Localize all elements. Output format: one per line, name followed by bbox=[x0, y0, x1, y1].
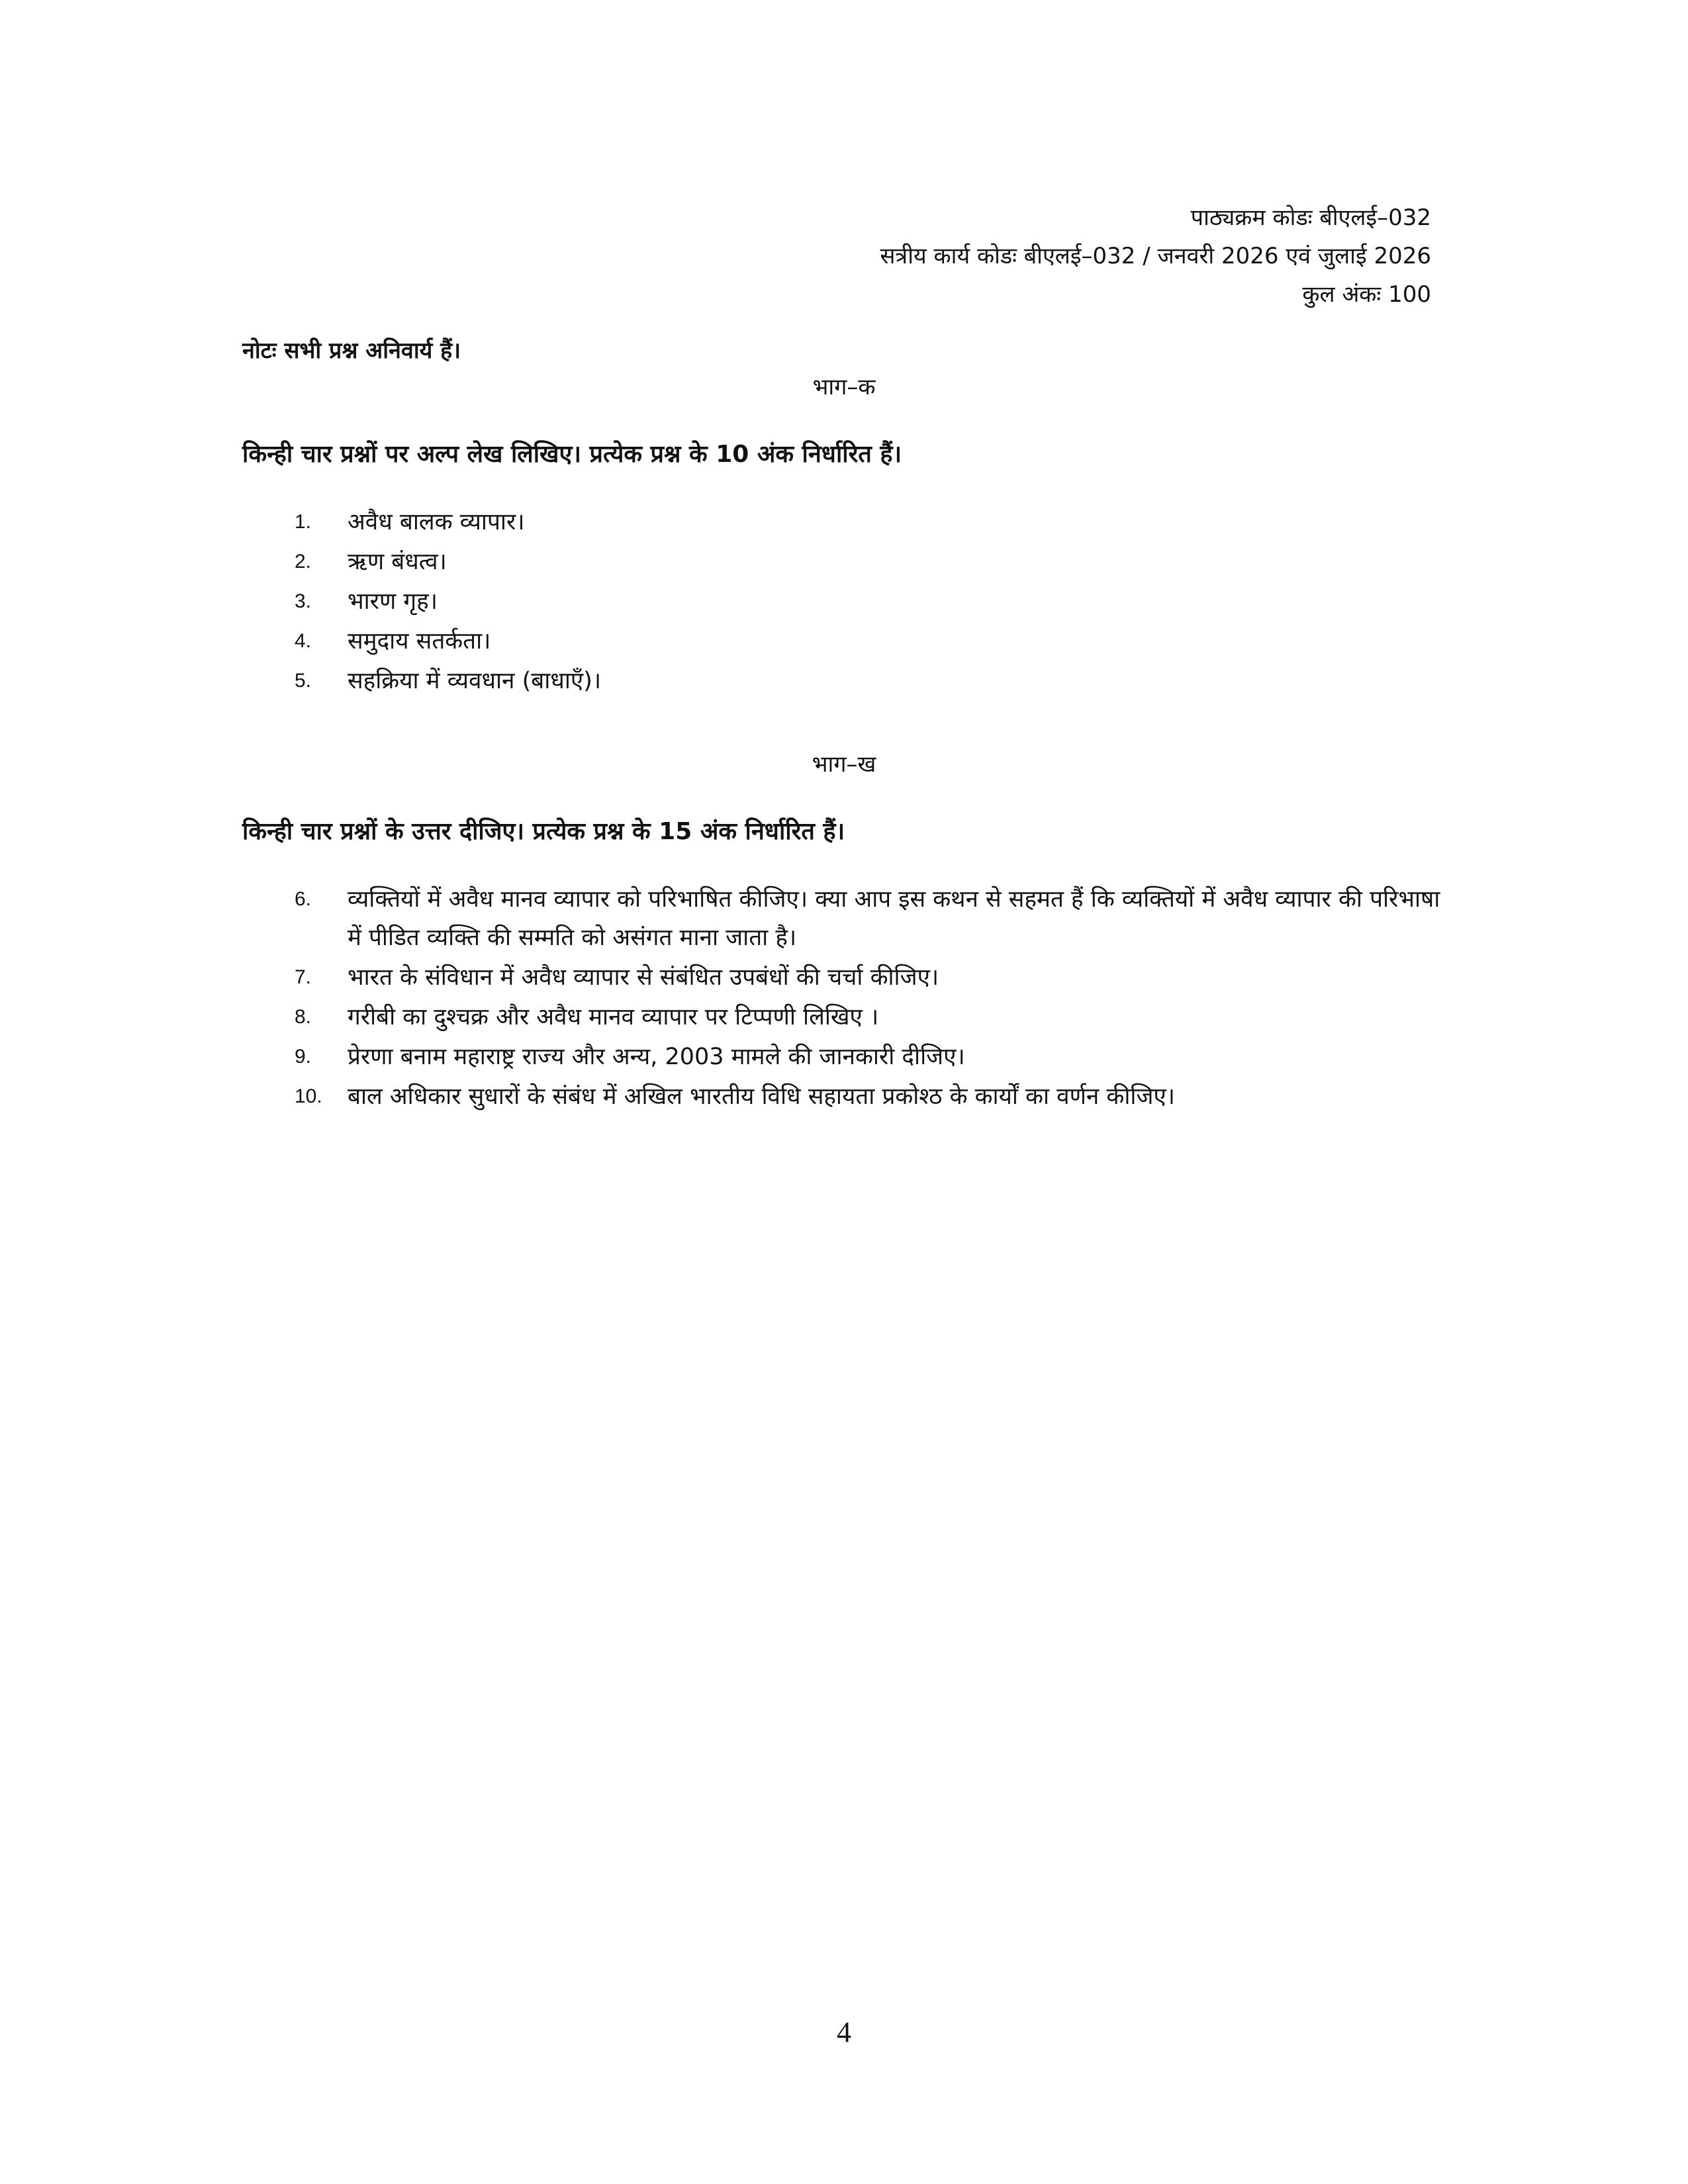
question-text: अवैध बालक व्यापार। bbox=[348, 509, 525, 535]
note: नोटः सभी प्रश्न अनिवार्य हैं। bbox=[242, 338, 461, 364]
question-text: व्यक्तियों में अवैध मानव व्यापार को परिभाषित कीजिए। क्या आप इस कथन से सहमत हैं कि व्यक्तियों में अवैध व्यापार की परिभाषा में पीडित व्यक्ति की सम्मति को असंगत माना जाता है। bbox=[348, 886, 1440, 951]
question-number: 8. bbox=[295, 1006, 312, 1028]
question-number: 10. bbox=[295, 1085, 322, 1107]
header-block bbox=[880, 199, 1431, 314]
assignment-code: सत्रीय कार्य कोडः बीएलई–032 / जनवरी 2026 एवं जुलाई 2026 bbox=[880, 243, 1431, 269]
question-number: 1. bbox=[295, 511, 312, 533]
question-item bbox=[295, 582, 1453, 621]
question-item bbox=[295, 662, 1453, 700]
section-a-title: भाग–क bbox=[812, 374, 876, 400]
question-item bbox=[295, 503, 1453, 541]
question-number: 6. bbox=[295, 888, 312, 910]
course-code: पाठ्यक्रम कोडः बीएलई–032 bbox=[1190, 205, 1431, 231]
question-item bbox=[295, 1038, 1453, 1076]
question-text: भारत के संविधान में अवैध व्यापार से संबंधित उपबंधों की चर्चा कीजिए। bbox=[348, 964, 939, 991]
question-item bbox=[295, 543, 1453, 581]
question-text: समुदाय सतर्कता। bbox=[348, 628, 491, 655]
question-text: ऋण बंधत्व। bbox=[348, 549, 447, 575]
question-number: 9. bbox=[295, 1046, 312, 1068]
question-number: 4. bbox=[295, 630, 312, 652]
question-number: 7. bbox=[295, 966, 312, 988]
question-text: प्रेरणा बनाम महाराष्ट्र राज्य और अन्य, 2003 मामले की जानकारी दीजिए। bbox=[348, 1044, 965, 1070]
question-number: 2. bbox=[295, 551, 312, 572]
question-text: बाल अधिकार सुधारों के संबंध में अखिल भारतीय विधि सहायता प्रकोश्ठ के कार्यों का वर्णन कीजिए। bbox=[348, 1083, 1176, 1110]
question-text: गरीबी का दुश्चक्र और अवैध मानव व्यापार पर टिप्पणी लिखिए । bbox=[348, 1004, 879, 1030]
total-marks: कुल अंकः 100 bbox=[1302, 281, 1431, 308]
section-b-question-list bbox=[295, 880, 1453, 1117]
question-item bbox=[295, 1077, 1453, 1116]
question-text: भारण गृह। bbox=[348, 588, 438, 615]
page-number: 4 bbox=[837, 2016, 851, 2048]
question-number: 3. bbox=[295, 590, 312, 612]
question-item bbox=[295, 958, 1453, 997]
section-a-question-list bbox=[295, 503, 1453, 702]
question-number: 5. bbox=[295, 670, 312, 692]
question-text: सहक्रिया में व्यवधान (बाधाएँ)। bbox=[348, 668, 602, 694]
section-b-instruction: किन्ही चार प्रश्नों के उत्तर दीजिए। प्रत्येक प्रश्न के 15 अंक निर्धारित हैं। bbox=[242, 818, 845, 845]
question-item bbox=[295, 622, 1453, 660]
section-b-title: भाग–ख bbox=[812, 751, 876, 778]
question-item bbox=[295, 998, 1453, 1036]
question-item bbox=[295, 880, 1453, 957]
section-a-instruction: किन्ही चार प्रश्नों पर अल्प लेख लिखिए। प्रत्येक प्रश्न के 10 अंक निर्धारित हैं। bbox=[242, 441, 902, 468]
